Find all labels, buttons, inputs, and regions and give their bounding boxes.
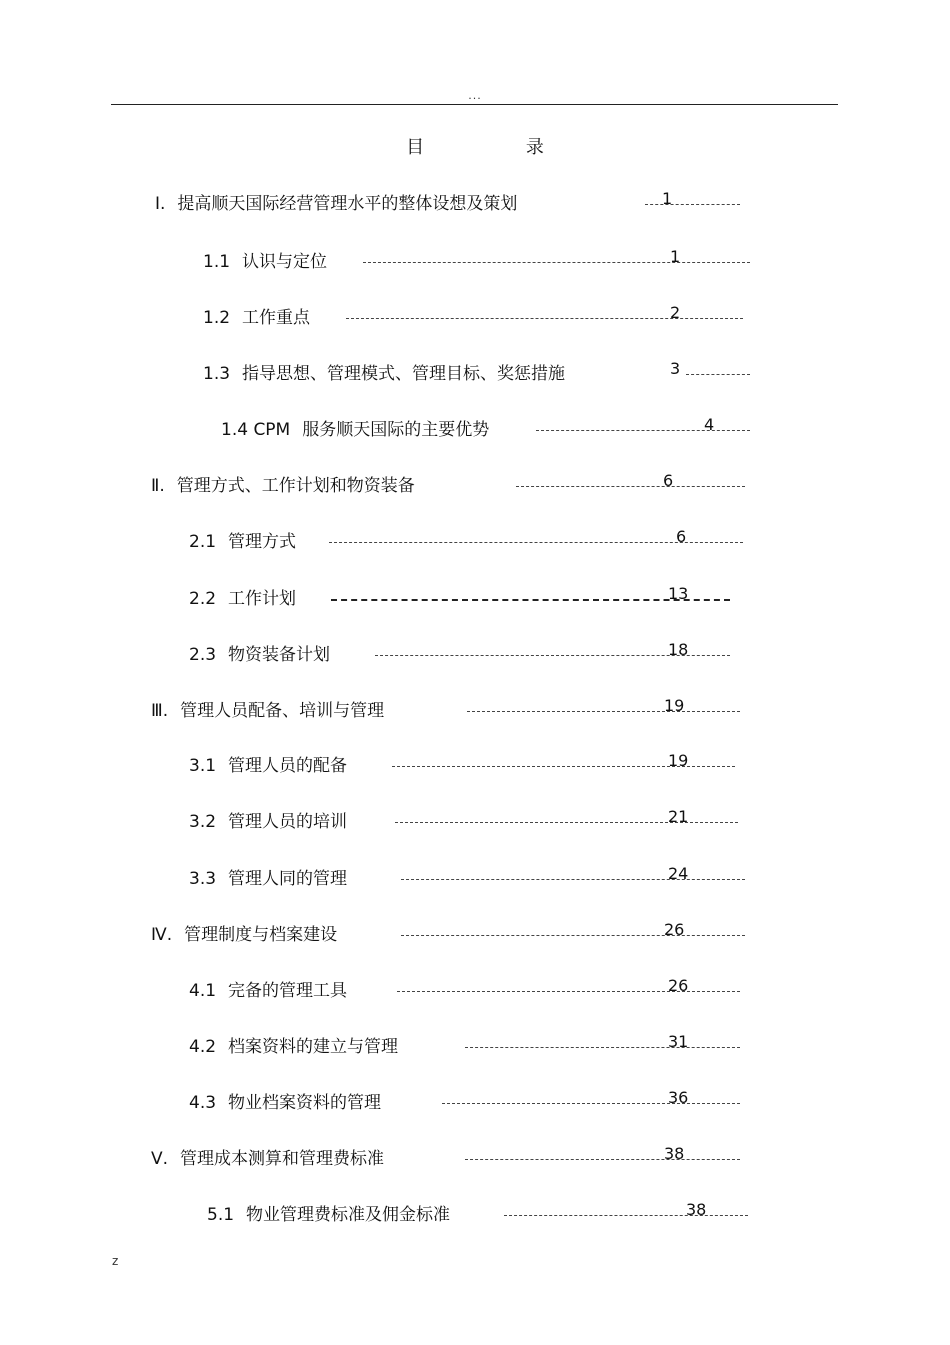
toc-leader-dashes [465, 1159, 740, 1160]
toc-entry-number: 4.3 [189, 1093, 217, 1113]
toc-entry-number: Ⅴ. [151, 1149, 169, 1169]
toc-leader-dashes [346, 318, 743, 319]
toc-entry-page-number: 4 [704, 415, 715, 434]
toc-entry-text: 物业档案资料的管理 [228, 1093, 382, 1113]
toc-entry-number: 1.4 CPM [221, 420, 291, 440]
toc-entry-text: 管理方式 [228, 532, 297, 552]
toc-entry-text: 物资装备计划 [228, 645, 331, 665]
toc-entry-number: 5.1 [207, 1205, 235, 1225]
toc-entry-label [151, 696, 384, 721]
toc-entry-page-number: 36 [668, 1088, 689, 1107]
toc-entry[interactable] [151, 920, 745, 944]
toc-entry-page-number: 38 [686, 1200, 707, 1219]
toc-entry-number: 3.3 [189, 869, 217, 889]
toc-entry-text: 管理成本测算和管理费标准 [180, 1149, 385, 1169]
toc-entry-text: 指导思想、管理模式、管理目标、奖惩措施 [242, 364, 566, 384]
toc-entry-page-number: 38 [664, 1144, 685, 1163]
toc-leader-dashes [536, 430, 750, 431]
toc-leader-dashes [465, 1047, 740, 1048]
toc-entry-page-number: 26 [668, 976, 689, 995]
toc-entry-text: 完备的管理工具 [228, 981, 348, 1001]
toc-entry-label [203, 247, 327, 272]
toc-entry-page-number: 1 [670, 247, 681, 266]
toc-entry-number: Ⅳ. [151, 925, 173, 945]
toc-leader-dashes [467, 711, 740, 712]
header-dots: ... [468, 89, 482, 102]
toc-entry-label [189, 807, 347, 832]
toc-title: 目 录 [406, 137, 592, 158]
toc-entry[interactable] [189, 807, 738, 831]
toc-entry-number: 1.3 [203, 364, 231, 384]
toc-entry-number: Ⅱ. [151, 476, 165, 496]
toc-entry-label [203, 359, 565, 384]
toc-leader-dashes [516, 486, 745, 487]
toc-entry[interactable] [221, 415, 750, 439]
toc-entry-text: 认识与定位 [242, 252, 328, 272]
toc-entry-page-number: 21 [668, 807, 689, 826]
toc-entry-number: 1.2 [203, 308, 231, 328]
toc-entry-page-number: 24 [668, 864, 689, 883]
toc-entry-label [189, 527, 296, 552]
toc-entry[interactable] [151, 1144, 740, 1168]
toc-leader-dashes [686, 374, 750, 375]
toc-leader-dashes [645, 204, 740, 205]
toc-entry-label [189, 864, 347, 889]
toc-entry[interactable] [155, 189, 740, 213]
toc-entry-label [207, 1200, 450, 1225]
toc-entry-page-number: 31 [668, 1032, 689, 1051]
toc-entry-text: 服务顺天国际的主要优势 [302, 420, 490, 440]
toc-entry-text: 管理人员的培训 [228, 812, 348, 832]
toc-entry-page-number: 1 [662, 189, 673, 208]
toc-entry-number: 4.1 [189, 981, 217, 1001]
toc-entry-text: 管理人员配备、培训与管理 [180, 701, 385, 721]
toc-entry-page-number: 2 [670, 303, 681, 322]
toc-entry-label [189, 584, 296, 609]
toc-leader-dashes [504, 1215, 748, 1216]
toc-entry-label [189, 1088, 381, 1113]
toc-entry[interactable] [189, 584, 730, 608]
toc-entry-text: 管理方式、工作计划和物资装备 [176, 476, 415, 496]
toc-entry-number: 4.2 [189, 1037, 217, 1057]
toc-entry-text: 提高顺天国际经营管理水平的整体设想及策划 [177, 194, 518, 214]
toc-entry-text: 管理人员的配备 [228, 756, 348, 776]
toc-entry-label [221, 415, 489, 440]
toc-entry-label [189, 976, 347, 1001]
toc-entry[interactable] [189, 1032, 740, 1056]
toc-entry-label [155, 189, 517, 214]
footer-mark: z [112, 1254, 119, 1268]
toc-entry-page-number: 19 [668, 751, 689, 770]
toc-leader-dashes [397, 991, 740, 992]
toc-entry-text: 管理人同的管理 [228, 869, 348, 889]
toc-leader-dashes [401, 935, 745, 936]
toc-entry[interactable] [189, 1088, 740, 1112]
toc-entry-page-number: 3 [670, 359, 681, 378]
toc-entry-number: 2.1 [189, 532, 217, 552]
toc-entry-label [151, 1144, 384, 1169]
toc-entry[interactable] [189, 864, 745, 888]
toc-entry-page-number: 13 [668, 584, 689, 603]
toc-entry-number: 2.2 [189, 589, 217, 609]
toc-entry[interactable] [203, 303, 743, 327]
toc-entry-label [189, 1032, 398, 1057]
toc-entry-label [151, 920, 337, 945]
toc-entry-number: Ⅰ. [155, 194, 166, 214]
toc-entry-text: 管理制度与档案建设 [184, 925, 338, 945]
toc-entry[interactable] [203, 359, 750, 383]
toc-entry[interactable] [189, 976, 740, 1000]
toc-entry[interactable] [189, 751, 735, 775]
toc-entry-label [203, 303, 310, 328]
toc-entry-text: 档案资料的建立与管理 [228, 1037, 399, 1057]
toc-entry[interactable] [203, 247, 750, 271]
toc-entry-text: 工作重点 [242, 308, 311, 328]
toc-entry-page-number: 18 [668, 640, 689, 659]
toc-entry[interactable] [151, 696, 740, 720]
toc-leader-dashes [401, 879, 745, 880]
toc-entry-number: 1.1 [203, 252, 231, 272]
toc-entry-label [151, 471, 415, 496]
toc-entry[interactable] [207, 1200, 748, 1224]
toc-entry-page-number: 6 [663, 471, 674, 490]
toc-entry-number: 3.2 [189, 812, 217, 832]
header-rule [111, 104, 838, 105]
toc-entry-number: Ⅲ. [151, 701, 169, 721]
toc-entry-text: 物业管理费标准及佣金标准 [246, 1205, 451, 1225]
toc-entry-number: 3.1 [189, 756, 217, 776]
toc-entry-number: 2.3 [189, 645, 217, 665]
toc-entry-label [189, 751, 347, 776]
toc-entry-page-number: 6 [676, 527, 687, 546]
toc-entry-text: 工作计划 [228, 589, 297, 609]
toc-leader-dashes [442, 1103, 740, 1104]
toc-entry[interactable] [189, 527, 743, 551]
toc-entry[interactable] [189, 640, 730, 664]
toc-entry-page-number: 26 [664, 920, 685, 939]
toc-leader-dashes [363, 262, 750, 263]
toc-entry[interactable] [151, 471, 745, 495]
toc-entry-label [189, 640, 330, 665]
toc-entry-page-number: 19 [664, 696, 685, 715]
